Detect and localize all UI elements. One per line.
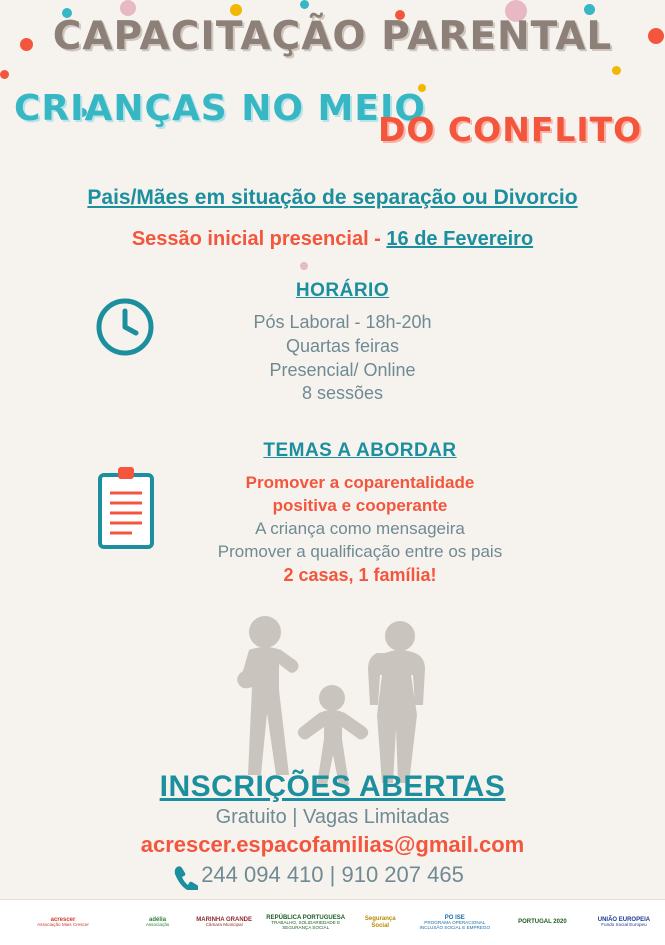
session-label: Sessão inicial presencial -	[131, 228, 381, 250]
schedule-line: 8 sessões	[301, 383, 384, 404]
confetti-dot	[300, 262, 308, 270]
clock-icon	[95, 297, 155, 357]
contact-email[interactable]: acrescer.espacofamilias@gmail.com	[140, 832, 525, 857]
confetti-dot	[612, 66, 621, 75]
topics-heading: TEMAS A ABORDAR	[263, 440, 457, 461]
schedule-list	[160, 311, 525, 406]
portugal2020-logo: PORTUGAL 2020	[505, 905, 579, 941]
uniao-europeia-logo: UNIÃO EUROPEIA Fundo Social Europeu	[587, 905, 661, 941]
topic-item: Promover a coparentalidade	[245, 473, 475, 492]
schedule-line: Quartas feiras	[285, 335, 400, 356]
topic-item: Promover a qualificação entre os pais	[217, 542, 503, 562]
confetti-dot	[300, 0, 309, 9]
topics-block	[160, 440, 560, 588]
seguranca-social-logo: Segurança Social	[356, 905, 404, 941]
acrescer-logo: acrescer Associação Mais Crescer	[4, 905, 122, 941]
schedule-block	[160, 280, 525, 406]
topic-item: positiva e cooperante	[272, 496, 448, 516]
schedule-heading: HORÁRIO	[295, 280, 390, 301]
adelia-logo: adélia Associação	[130, 905, 186, 941]
footer-logo-bar	[0, 899, 665, 945]
family-silhouette-illustration	[205, 610, 460, 785]
poster-title-line-2: CRIANÇAS NO MEIO	[14, 88, 426, 129]
poster-title-line-3: DO CONFLITO	[378, 110, 643, 149]
poster-subtitle: Pais/Mães em situação de separação ou Divorcio	[87, 186, 578, 209]
topic-item: 2 casas, 1 família!	[283, 565, 437, 586]
schedule-line: Presencial/ Online	[269, 359, 416, 380]
registrations-note: Gratuito | Vagas Limitadas	[215, 806, 450, 828]
registrations-headline: INSCRIÇÕES ABERTAS	[159, 770, 506, 803]
session-date: 16 de Fevereiro	[386, 228, 534, 250]
schedule-line: Pós Laboral - 18h-20h	[253, 312, 432, 332]
clipboard-icon	[96, 465, 156, 551]
confetti-dot	[0, 70, 9, 79]
session-line	[0, 228, 665, 251]
topics-list	[160, 471, 560, 588]
poster-title-line-1: CAPACITAÇÃO PARENTAL	[52, 14, 613, 59]
marinha-grande-logo: MARINHA GRANDE Câmara Municipal	[193, 905, 255, 941]
republica-portuguesa-logo: REPÚBLICA PORTUGUESA TRABALHO, SOLIDARIEDADE E SEGURANÇA SOCIAL	[263, 905, 349, 941]
contact-phones[interactable]: 244 094 410 | 910 207 465	[201, 862, 464, 887]
poise-logo: PO ISE PROGRAMA OPERACIONAL INCLUSÃO SOCIAL E EMPREGO	[412, 905, 498, 941]
topic-item: A criança como mensageira	[255, 519, 465, 539]
